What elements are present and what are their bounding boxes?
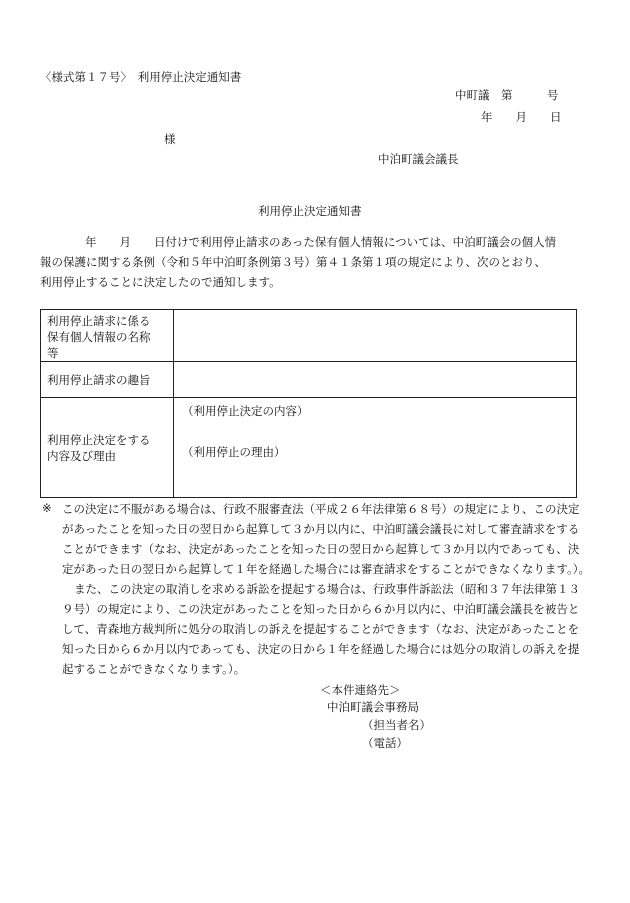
intro-line: 利用停止することに決定したので通知します。 [40,275,281,289]
note-paragraph-2 [62,579,602,679]
contact-office: 中泊町議会事務局 [327,700,419,714]
note-line: 起することができなくなります。）。 [62,662,246,676]
intro-line: 年 月 日付けで利用停止請求のあった保有個人情報については、中泊町議会の個人情 [85,235,557,249]
label-line: 利用停止決定をする [47,432,151,447]
request-purpose-value[interactable] [174,362,577,398]
decision-content-label [41,398,174,498]
note-line: この決定に不服がある場合は、行政不服審査法（平成２６年法律第６８号）の規定により、この決定 [62,502,580,516]
table-row [41,362,577,398]
note-line: 知った日から６か月以内であっても、決定の日から１年を経過した場合には処分の取消しの訴えを提 [62,642,580,656]
note-line: また、この決定の取消しを求める訴訟を提起する場合は、行政事件訴訟法（昭和３７年法律第１３ [74,582,580,596]
info-name-value[interactable] [174,310,577,362]
label-line: 等 [47,346,59,360]
request-purpose-label: 利用停止請求の趣旨 [41,362,174,398]
note-mark: ※ [42,501,52,515]
note-line: 定があった日の翌日から起算して１年を経過した場合には審査請求をすることができなくなります。）。 [62,562,590,576]
note-line: ことができます（なお、決定があったことを知った日の翌日から起算して３か月以内であっても、決 [62,542,580,556]
decision-table [40,309,577,498]
note-line: があったことを知った日の翌日から起算して３か月以内に、中泊町議会議長に対して審査請求をする [62,522,580,536]
note-paragraph-1 [62,499,602,579]
contact-phone: （電話） [362,736,408,750]
label-line: 利用停止請求に係る [47,314,151,328]
decision-reason-heading: （利用停止の理由） [182,445,286,459]
recipient-suffix: 様 [164,132,176,146]
table-row [41,310,577,362]
note-line: して、青森地方裁判所に処分の取消しの訴えを提起することができます（なお、決定があったことを [62,622,580,636]
note-line: ９号）の規定により、この決定があったことを知った日から６か月以内に、中泊町議会議長を被告と [62,602,580,616]
info-name-label [41,310,174,362]
form-label: 〈様式第１７号〉 利用停止決定通知書 [40,70,242,84]
intro-paragraph [40,232,600,292]
sender-name: 中泊町議会議長 [378,152,459,166]
issue-date: 年 月 日 [481,110,562,124]
label-line: 内容及び理由 [47,448,116,463]
contact-person: （担当者名） [362,718,431,732]
decision-content-heading: （利用停止決定の内容） [182,404,309,418]
table-row [41,398,577,498]
document-title: 利用停止決定通知書 [258,204,362,218]
intro-line: 報の保護に関する条例（令和５年中泊町条例第３号）第４１条第１項の規定により、次のとおり、 [40,255,546,269]
label-line: 保有個人情報の名称 [47,330,151,344]
contact-heading: ＜本件連絡先＞ [320,683,401,697]
decision-content-value[interactable] [174,398,577,498]
document-number: 中町議 第 号 [455,88,559,102]
